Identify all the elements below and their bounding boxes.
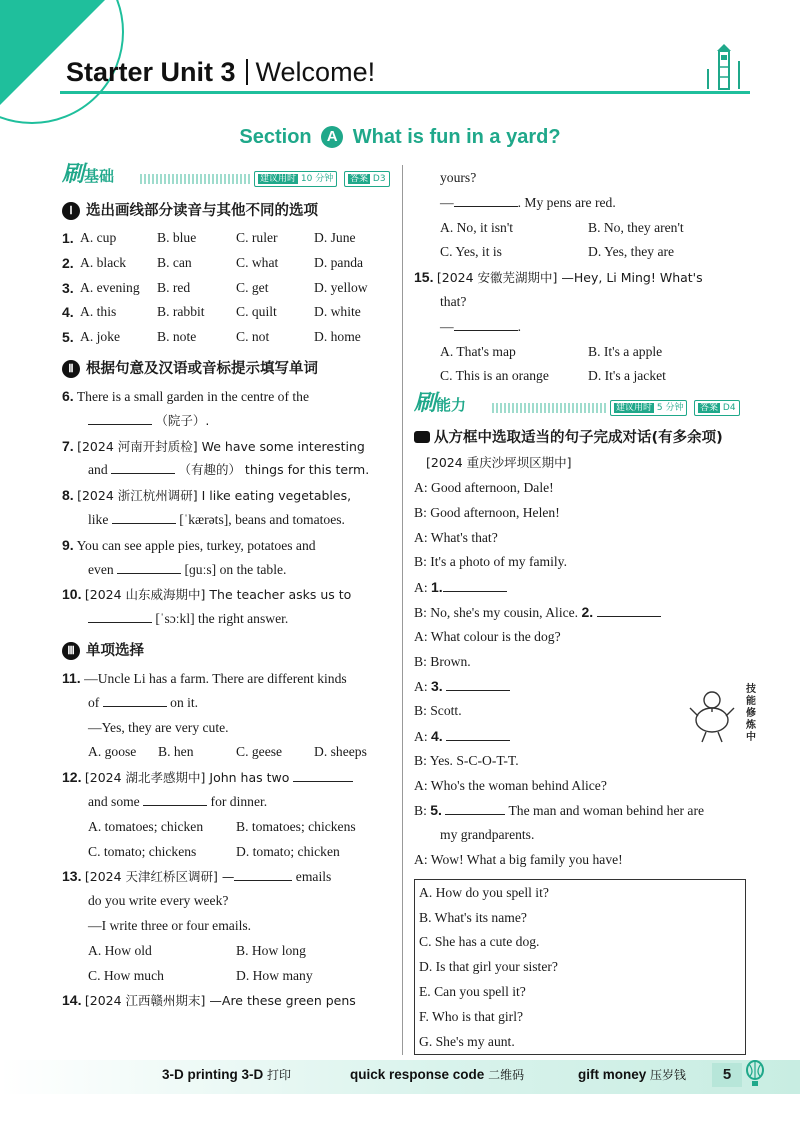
answer-blank[interactable] [111,459,175,474]
dialog-line [414,501,744,526]
question-13-options-2 [62,964,392,989]
dialog-line [414,550,744,575]
q-hint: [ˈsɔːkl] the right answer. [155,611,289,627]
box-option: B. What's its name? [419,909,527,925]
option-b[interactable]: B. It's a apple [588,343,663,359]
title-separator [246,59,248,85]
speech-bubble-icon [414,431,430,443]
speaker: A: [414,777,428,793]
dialog-line [414,526,744,551]
speaker: B: [414,554,427,570]
question-7 [62,434,392,459]
q-text: [2024 天津红桥区调研] — [84,869,235,885]
q-number: 15. [414,269,434,286]
question-14-options-2 [414,240,744,265]
balloon-icon [744,1060,766,1088]
question-14-cont [414,166,744,191]
section-letter: A [321,126,343,148]
box-option: G. She's my aunt. [419,1033,515,1049]
unit-subtitle: Welcome! [255,57,376,87]
question-13-options-1 [62,939,392,964]
question-14 [62,988,392,1013]
footer-item-3 [578,1066,686,1083]
part3-items [62,666,392,1013]
question-1 [62,226,392,251]
option-c: C. quilt [236,304,277,320]
q-text: [2024 浙江杭州调研] I like eating vegetables, [77,488,352,504]
basics-banner [62,160,392,196]
q-text: [2024 湖北孝感期中] John has two [84,770,290,786]
question-11-line2 [62,691,392,716]
q-text: do you write every week? [88,893,229,909]
option-a: A. this [80,304,117,320]
q-text: emails [295,869,332,885]
brush-char: 刷 [62,162,85,187]
footer-zh: 二维码 [488,1068,525,1082]
option-d[interactable]: D. sheeps [314,744,367,760]
option-a[interactable]: A. How old [88,942,152,958]
box-option: F. Who is that girl? [419,1008,524,1024]
footer-item-1 [162,1066,291,1083]
part1-heading [62,196,392,226]
speaker: A: [414,529,428,545]
part3-title: 单项选择 [86,642,144,659]
q-number: 12. [62,769,82,786]
answer-blank[interactable] [446,726,510,741]
q-text: [2024 河南开封质检] We have some interesting [77,438,365,454]
blank-number: 3. [431,678,443,695]
question-15-options-2 [414,364,744,389]
q-text: — [440,318,454,334]
q-text: There is a small garden in the centre of the [76,388,309,404]
option-c: C. ruler [236,230,278,245]
time-label: 建议用时 [260,174,297,184]
ability-banner [414,389,744,425]
option-c[interactable]: C. geese [236,744,283,760]
q-text: . [517,318,521,334]
question-12-options-2 [62,840,392,865]
q-number: 13. [62,868,82,885]
question-15-line2 [414,290,744,315]
question-6 [62,384,392,409]
dialog-heading [414,425,744,451]
header-rule [60,91,750,94]
q-text: that? [440,293,467,309]
question-8-line2 [62,508,392,533]
part2-title: 根据句意及汉语或音标提示填写单词 [86,360,318,377]
answer-blank[interactable] [445,800,505,815]
dialog-line [414,625,744,650]
banner-stripes [492,403,606,413]
question-11 [62,666,392,691]
option-a[interactable]: A. That's map [440,343,516,359]
speaker: A: [414,728,428,744]
brush-label [62,162,114,189]
option-a[interactable]: A. No, it isn't [440,219,514,235]
question-13 [62,864,392,889]
q-hint: [ɡuːs] on the table. [184,561,287,577]
line-text: Yes. S-C-O-T-T. [429,752,519,768]
dialog-line [414,848,744,873]
question-9-line2 [62,558,392,583]
q-text: You can see apple pies, turkey, potatoes and [76,537,316,553]
q-text: of [88,694,100,710]
dialog-instruction: 从方框中选取适当的句子完成对话(有多余项) [434,430,723,447]
q-number: 8. [62,487,74,504]
speaker: A: [414,851,428,867]
unit-name: Starter Unit 3 [66,57,236,87]
option-c: C. not [236,329,270,345]
section-prefix: Section [239,126,312,148]
line-text: Brown. [430,653,471,669]
q-text: —Uncle Li has a farm. There are different kinds [84,670,347,686]
time-value: 5 分钟 [656,403,684,414]
option-a: A. joke [80,329,121,345]
answer-tag [694,400,740,416]
option-c[interactable]: C. How much [88,967,164,983]
speaker: A: [414,580,428,596]
answer-blank[interactable] [446,676,510,691]
answer-label: 答案 [350,174,369,184]
q-text: even [88,561,114,577]
option-d[interactable]: D. How many [236,967,313,983]
q-text: — [440,194,454,210]
q-hint: [ˈkærəts], beans and tomatoes. [179,511,345,527]
right-column [414,166,744,1055]
q-number: 10. [62,586,82,603]
option-a[interactable]: A. tomatoes; chicken [88,818,204,834]
option-d: D. white [314,304,361,320]
q-text: for dinner. [210,793,268,809]
line-text: What colour is the dog? [430,628,561,644]
q-number: 11. [62,669,81,686]
part1-number: Ⅰ [62,202,80,220]
speaker: B: [414,653,427,669]
unit-title [66,57,375,88]
line-text: my grandparents. [440,827,535,843]
q-text: —Yes, they are very cute. [88,719,229,735]
footer-zh: 打印 [267,1068,292,1082]
question-12-options-1 [62,815,392,840]
answer-blank[interactable] [234,866,292,881]
option-c[interactable]: C. Yes, it is [440,244,502,260]
question-8 [62,483,392,508]
brush-label [414,391,466,418]
option-c: C. get [236,279,269,295]
question-11-options [62,740,392,765]
time-value: 10 分钟 [300,174,334,184]
dialog-line [414,774,744,799]
question-14-line2 [414,191,744,216]
section-heading: What is fun in a yard? [352,126,561,148]
q-text: and [88,462,108,478]
option-c[interactable]: C. tomato; chickens [88,843,197,859]
blank-number: 1. [431,579,443,596]
dialog-line [414,575,744,600]
q-text: on it. [170,694,199,710]
question-9 [62,533,392,558]
answer-blank[interactable] [143,791,207,806]
speaker: B: [414,604,427,620]
option-d[interactable]: D. It's a jacket [588,368,666,384]
q-number: 5. [62,329,74,346]
option-d: D. home [314,329,361,345]
box-option: A. How do you spell it? [419,884,549,900]
q-text: yours? [440,170,477,185]
footer-en: 3-D printing 3-D [162,1067,264,1082]
answer-blank[interactable] [293,767,353,782]
question-11-line3 [62,716,392,741]
option-b[interactable]: B. hen [158,744,194,760]
option-b: B. blue [157,230,197,245]
answer-page: D3 [372,174,386,184]
question-15 [414,265,744,290]
option-d: D. yellow [314,279,368,295]
line-text: No, she's my cousin, Alice. [430,604,579,620]
question-15-options-1 [414,340,744,365]
option-c: C. what [236,254,279,270]
q-text: [2024 安徽芜湖期中] —Hey, Li Ming! What's [436,270,703,286]
answer-blank[interactable] [117,559,181,574]
part2-number: Ⅱ [62,360,80,378]
answer-page: D4 [722,403,736,414]
speaker: B: [414,703,427,719]
q-number: 6. [62,387,74,404]
answer-label: 答案 [700,403,719,414]
brush-sub: 基础 [84,167,115,185]
question-5 [62,325,392,350]
left-column [62,160,392,1013]
part3-heading [62,636,392,666]
question-2 [62,251,392,276]
blank-number: 4. [431,727,443,744]
speaker: A: [414,479,428,495]
dialog-line [414,650,744,675]
question-15-line3 [414,315,744,340]
q-text: . My pens are red. [517,194,616,210]
option-b: B. note [157,329,197,345]
option-a: A. evening [80,279,140,295]
option-a: A. black [80,254,127,270]
brush-sub: 能力 [436,396,467,415]
q-hint: （有趣的） things for this term. [178,462,370,478]
footer-en: quick response code [350,1067,485,1082]
option-b: B. red [157,279,191,295]
dialog-lines [414,476,744,873]
answer-blank[interactable] [103,692,167,707]
box-option: E. Can you spell it? [419,983,526,999]
dialog-line [414,749,744,774]
page-header [60,55,750,95]
column-divider [402,165,403,1055]
answer-blank[interactable] [88,410,152,425]
answer-blank[interactable] [443,577,507,592]
q-text: —I write three or four emails. [88,917,252,933]
question-6-line2 [62,409,392,434]
speaker: B: [414,803,427,819]
q-number: 1. [62,230,74,246]
q-text: [2024 山东威海期中] The teacher asks us to [84,587,352,603]
option-d[interactable]: D. tomato; chicken [236,843,340,859]
q-number: 4. [62,304,74,321]
option-d: D. June [314,230,356,245]
footer-en: gift money [578,1067,647,1082]
lighthouse-icon [704,41,744,93]
question-12-line2 [62,790,392,815]
line-text: What's that? [430,529,498,545]
option-b[interactable]: B. No, they aren't [588,219,684,235]
option-b[interactable]: B. How long [236,942,306,958]
line-text: The man and woman behind her are [508,803,705,819]
question-13-line2 [62,889,392,914]
question-10-line2 [62,607,392,632]
answer-blank[interactable] [597,602,661,617]
dialog-line [414,798,744,823]
question-14-options-1 [414,216,744,241]
time-label: 建议用时 [616,403,653,414]
dialog-source [414,451,744,476]
q-text: [2024 江西赣州期末] —Are these green pens [84,993,356,1009]
question-4 [62,300,392,325]
blank-number: 2. [581,603,594,620]
options-box [414,879,746,1056]
time-tag [610,400,687,416]
question-12 [62,765,392,790]
q-hint: （院子）. [155,412,210,428]
q-text: like [88,511,109,527]
question-13-line3 [62,914,392,939]
q-number: 3. [62,279,74,296]
option-d: D. panda [314,254,364,270]
part1-title: 选出画线部分读音与其他不同的选项 [86,203,318,219]
speaker: B: [414,504,427,520]
dialog-line [414,823,744,848]
page-number: 5 [712,1063,742,1087]
answer-blank[interactable] [454,316,518,331]
answer-blank[interactable] [88,608,152,623]
q-number: 7. [62,437,74,454]
part2-heading [62,354,392,384]
line-text: Good afternoon, Helen! [430,504,560,520]
option-a[interactable]: A. goose [88,744,137,760]
part3-number: Ⅲ [62,642,80,660]
blank-number: 5. [430,802,442,819]
part2-items [62,384,392,632]
question-10 [62,582,392,607]
line-text: Scott. [430,703,462,719]
dialog-line [414,476,744,501]
time-tag [254,171,337,187]
box-option: C. She has a cute dog. [419,934,540,950]
option-b: B. can [157,254,192,270]
box-option: D. Is that girl your sister? [419,959,558,975]
answer-blank[interactable] [454,192,518,207]
speaker: A: [414,679,428,695]
part1-items [62,226,392,350]
question-3 [62,276,392,301]
line-text: Wow! What a big family you have! [430,851,623,867]
line-text: Good afternoon, Dale! [431,479,554,495]
question-7-line2 [62,458,392,483]
footer-zh: 压岁钱 [650,1068,687,1082]
option-a: A. cup [80,230,117,245]
line-text: It's a photo of my family. [430,554,567,570]
speaker: B: [414,752,427,768]
answer-blank[interactable] [112,509,176,524]
source-text: [2024 重庆沙坪坝区期中] [426,455,572,471]
section-title [0,126,800,149]
q-number: 2. [62,254,74,271]
q-text: and some [88,793,140,809]
q-number: 14. [62,992,82,1009]
dialog-line [414,600,744,625]
option-b: B. rabbit [157,304,205,320]
sticker-text: 技能修炼中 [746,684,756,743]
line-text: Who's the woman behind Alice? [430,777,607,793]
option-b[interactable]: B. tomatoes; chickens [236,818,356,834]
option-c[interactable]: C. This is an orange [440,368,549,384]
option-d[interactable]: D. Yes, they are [588,244,675,260]
brush-char: 刷 [414,391,437,417]
speaker: A: [414,628,428,644]
answer-tag [344,171,390,187]
footer-item-2 [350,1066,524,1083]
banner-stripes [140,174,250,184]
q-number: 9. [62,536,74,553]
